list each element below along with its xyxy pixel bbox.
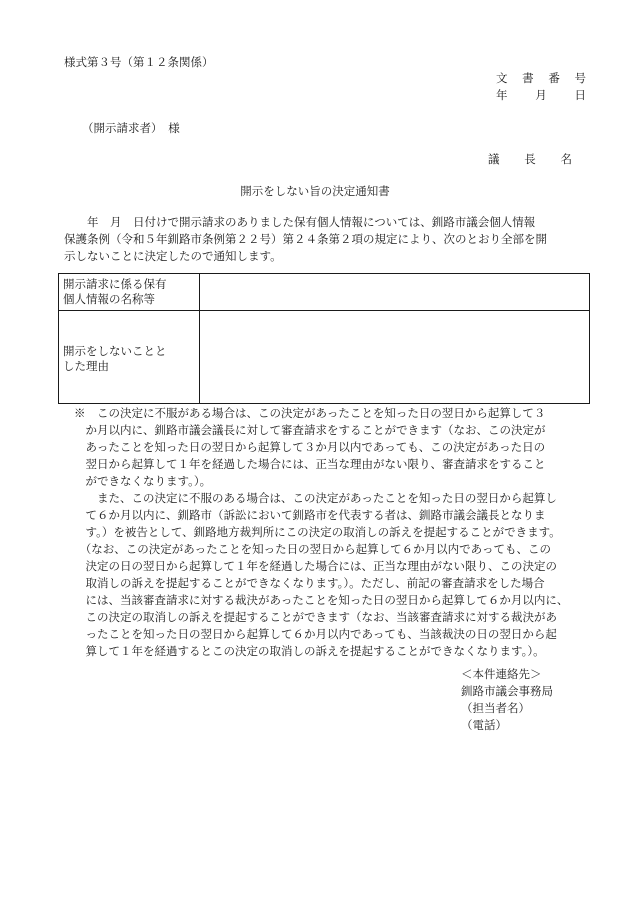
note-line: ができなくなります。）。: [74, 474, 212, 488]
contact-block: [461, 666, 553, 734]
contact-heading: ＜本件連絡先＞: [461, 667, 542, 681]
label-line: した理由: [63, 359, 109, 373]
note-line: ※ この決定に不服がある場合は、この決定があったことを知った日の翌日から起算して３: [74, 406, 546, 420]
note-line: 決定の日の翌日から起算して１年を経過した場合には、正当な理由がない限り、この決定の: [74, 559, 557, 573]
body-line: 示しないことに決定したので通知します。: [64, 249, 282, 263]
body-line: 年 月 日付けで開示請求のありました保有個人情報については、釧路市議会個人情報: [64, 215, 536, 229]
body-line: 保護条例（令和５年釧路市条例第２２号）第２４条第２項の規定により、次のとおり全部を開: [64, 232, 547, 246]
info-table: [58, 273, 590, 404]
table-value-reason: [200, 311, 590, 404]
body-paragraph: [64, 214, 586, 265]
note-line: また、この決定に不服のある場合は、この決定があったことを知った日の翌日から起算し: [74, 491, 557, 505]
note-line: か月以内に、釧路市議会議長に対して審査請求をすることができます（なお、この決定が: [74, 423, 546, 437]
contact-person: （担当者名）: [461, 701, 530, 715]
date-label: 年 月 日: [496, 88, 586, 102]
label-line: 開示をしないことと: [63, 344, 167, 358]
label-line: 開示請求に係る保有: [63, 277, 167, 291]
note-line: この決定の取消しの訴えを提起することができます（なお、当該審査請求に対する裁決があ: [74, 610, 557, 624]
table-row: [59, 311, 590, 404]
note-line: ったことを知った日の翌日から起算して６か月以内であっても、当該裁決の日の翌日から起: [74, 627, 557, 641]
document-number-label: 文 書 番 号: [496, 71, 586, 85]
sender-chairperson: 議 長 名: [488, 152, 572, 166]
table-label-reason: [59, 311, 200, 404]
table-label-info-name: [59, 274, 200, 311]
form-number: 様式第３号（第１２条関係）: [64, 55, 214, 69]
recipient-line: （開示請求者） 様: [82, 121, 180, 135]
note-line: あったことを知った日の翌日から起算して３か月以内であっても、この決定があった日の: [74, 440, 546, 454]
notes-section: [74, 405, 594, 660]
note-line: には、当該審査請求に対する裁決があったことを知った日の翌日から起算して６か月以内に、: [74, 593, 569, 607]
note-line: 取消しの訴えを提起することができなくなります。）。ただし、前記の審査請求をした場合: [74, 576, 545, 590]
table-row: [59, 274, 590, 311]
contact-phone: （電話）: [461, 718, 507, 732]
document-title: 開示をしない旨の決定通知書: [240, 184, 390, 198]
note-line: す。）を被告として、釧路地方裁判所にこの決定の取消しの訴えを提起することができます。: [74, 525, 561, 539]
note-line: （なお、この決定があったことを知った日の翌日から起算して６か月以内であっても、この: [74, 542, 552, 556]
table-value-info-name: [200, 274, 590, 311]
note-line: て６か月以内に、釧路市（訴訟において釧路市を代表する者は、釧路市議会議長となりま: [74, 508, 546, 522]
note-line: 翌日から起算して１年を経過した場合には、正当な理由がない限り、審査請求をすること: [74, 457, 546, 471]
note-line: 算して１年を経過するとこの決定の取消しの訴えを提起することができなくなります。）。: [74, 644, 545, 658]
label-line: 個人情報の名称等: [63, 292, 155, 306]
contact-office: 釧路市議会事務局: [461, 684, 553, 698]
